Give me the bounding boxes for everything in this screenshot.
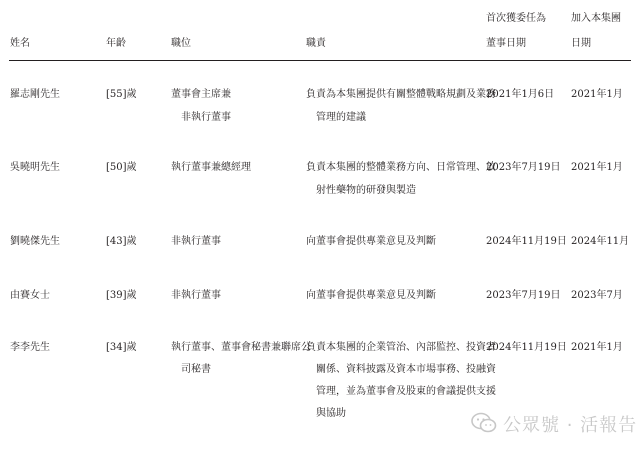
row-appointment-date: 2024年11月19日 <box>486 342 567 353</box>
row-duties-line: 向董事會提供專業意見及判斷 <box>306 236 436 247</box>
row-appointment-date: 2021年1月6日 <box>486 89 555 100</box>
row-name: 劉曉傑先生 <box>10 236 60 247</box>
row-position-line: 司秘書 <box>181 364 211 375</box>
row-join-date: 2021年1月 <box>571 162 623 173</box>
row-name: 吳曉明先生 <box>10 162 60 173</box>
header-appointment-line1: 首次獲委任為 <box>486 13 546 24</box>
row-age: [55]歲 <box>106 89 137 100</box>
row-duties-line: 與協助 <box>316 408 346 419</box>
row-position-line: 董事會主席兼 <box>171 89 231 100</box>
row-age: [34]歲 <box>106 342 137 353</box>
header-name: 姓名 <box>10 38 30 49</box>
row-age: [50]歲 <box>106 162 137 173</box>
row-position-line: 非執行董事 <box>171 236 221 247</box>
header-duties: 職責 <box>306 38 326 49</box>
row-name: 李李先生 <box>10 342 50 353</box>
header-appointment-line2: 董事日期 <box>486 38 526 49</box>
row-join-date: 2024年11月 <box>571 236 630 247</box>
row-name: 羅志剛先生 <box>10 89 60 100</box>
header-position: 職位 <box>171 38 191 49</box>
row-duties-line: 向董事會提供專業意見及判斷 <box>306 290 436 301</box>
header-age: 年齡 <box>106 38 126 49</box>
row-position-line: 執行董事、董事會秘書兼聯席公 <box>171 342 311 353</box>
row-age: [43]歲 <box>106 236 137 247</box>
row-duties-line: 負責為本集團提供有關整體戰略規劃及業務 <box>306 89 496 100</box>
header-join-line2: 日期 <box>571 38 591 49</box>
row-appointment-date: 2023年7月19日 <box>486 290 561 301</box>
row-appointment-date: 2024年11月19日 <box>486 236 567 247</box>
row-appointment-date: 2023年7月19日 <box>486 162 561 173</box>
watermark <box>471 410 638 442</box>
row-duties-line: 管理，並為董事會及股東的會議提供支援 <box>316 386 496 397</box>
row-name: 由賽女士 <box>10 290 50 301</box>
row-join-date: 2023年7月 <box>571 290 623 301</box>
row-position-line: 非執行董事 <box>171 290 221 301</box>
row-join-date: 2021年1月 <box>571 89 623 100</box>
row-age: [39]歲 <box>106 290 137 301</box>
row-duties-line: 負責本集團的整體業務方向、日常管理、放 <box>306 162 496 173</box>
wechat-icon <box>471 412 497 440</box>
row-duties-line: 管理的建議 <box>316 112 366 123</box>
row-join-date: 2021年1月 <box>571 342 623 353</box>
header-rule <box>9 60 631 61</box>
watermark-text: 公眾號 · 活報告 <box>503 415 638 436</box>
row-duties-line: 關係、資料披露及資本市場事務、投融資 <box>316 364 496 375</box>
row-duties-line: 負責本集團的企業管治、內部監控、投資者 <box>306 342 496 353</box>
row-position-line: 非執行董事 <box>181 112 231 123</box>
row-duties-line: 射性藥物的研發與製造 <box>316 185 416 196</box>
row-position-line: 執行董事兼總經理 <box>171 162 251 173</box>
header-join-line1: 加入本集團 <box>571 13 621 24</box>
